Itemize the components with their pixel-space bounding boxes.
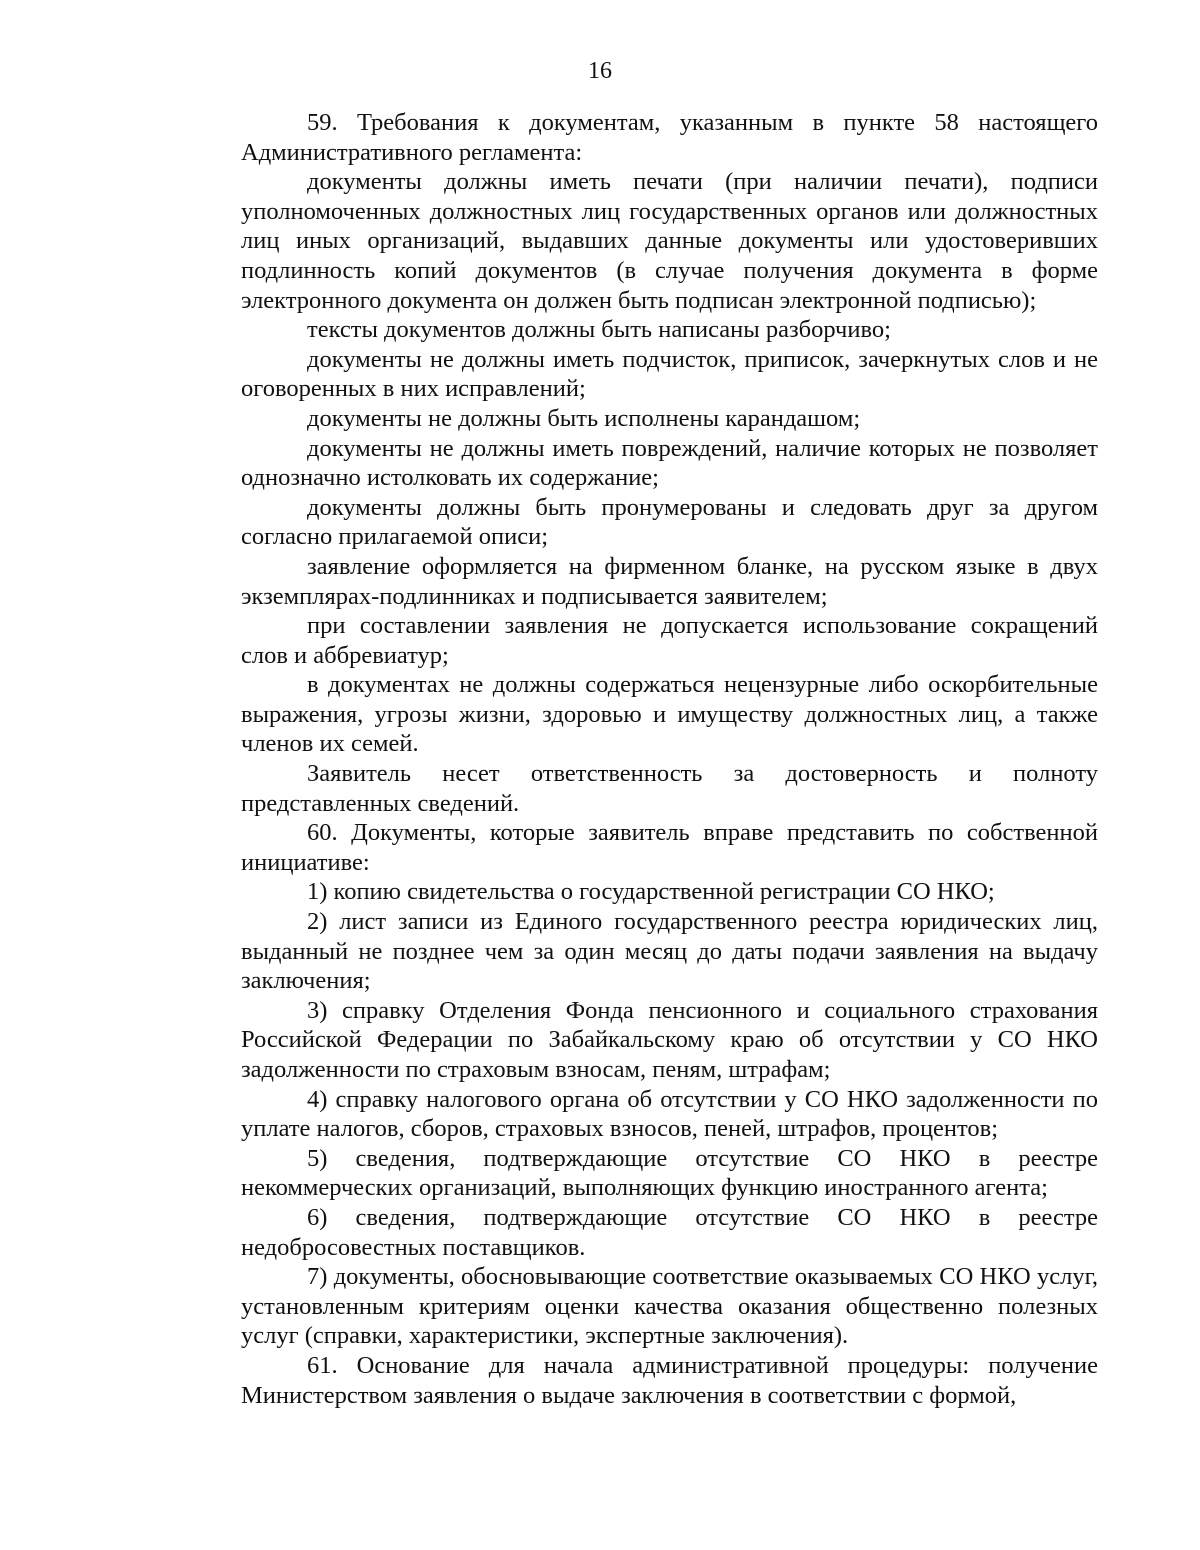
list-item-7: 7) документы, обосновывающие соответствие оказываемых СО НКО услуг, установленным критериям оценки качества оказания общественно полезных услуг (справки, характеристики, экспертные заключения).: [241, 1263, 1098, 1350]
paragraph-60: 60. Документы, которые заявитель вправе представить по собственной инициативе:: [241, 819, 1098, 876]
paragraph-no-pencil: документы не должны быть исполнены карандашом;: [307, 404, 861, 432]
list-item-6: 6) сведения, подтверждающие отсутствие СО НКО в реестре недобросовестных поставщиков.: [241, 1203, 1098, 1261]
paragraph-59: 59. Требования к документам, указанным в пункте 58 настоящего Административного регламента:: [241, 109, 1098, 166]
paragraph-no-damage: документы не должны иметь повреждений, наличие которых не позволяет однозначно истолковать их содержание;: [241, 434, 1098, 492]
paragraph-no-abbreviations: при составлении заявления не допускается использование сокращений слов и аббревиатур;: [241, 612, 1098, 669]
list-item-1: 1) копию свидетельства о государственной регистрации СО НКО;: [307, 878, 995, 906]
list-item-5: 5) сведения, подтверждающие отсутствие СО НКО в реестре некоммерческих организаций, выполняющих функцию иностранного агента;: [241, 1144, 1098, 1202]
paragraph-applicant-responsibility: Заявитель несет ответственность за достоверность и полноту представленных сведений.: [241, 760, 1098, 817]
list-item-3: 3) справку Отделения Фонда пенсионного и социального страхования Российской Федерации по Забайкальскому краю об отсутствии у СО НКО задолженности по страховым взносам, пеням, штрафам;: [241, 996, 1098, 1083]
paragraph-stamps-signatures: документы должны иметь печати (при наличии печати), подписи уполномоченных должностных лиц государственных органов или должностных лиц иных организаций, выдавших данные документы или удостоверивших подлинность копий документов (в случае получения документа в форме электронного документа он должен быть подписан электронной подписью);: [241, 168, 1098, 314]
list-item-4: 4) справку налогового органа об отсутствии у СО НКО задолженности по уплате налогов, сборов, страховых взносов, пеней, штрафов, процентов;: [241, 1085, 1098, 1143]
paragraph-legible-text: тексты документов должны быть написаны разборчиво;: [307, 316, 891, 344]
document-body: [241, 108, 1098, 1410]
paragraph-no-erasures: документы не должны иметь подчисток, приписок, зачеркнутых слов и не оговоренных в них исправлений;: [241, 345, 1098, 403]
list-item-2: 2) лист записи из Единого государственного реестра юридических лиц, выданный не позднее чем за один месяц до даты подачи заявления на выдачу заключения;: [241, 908, 1098, 995]
page-number: 16: [588, 58, 612, 84]
paragraph-61: 61. Основание для начала административной процедуры: получение Министерством заявления о выдаче заключения в соответствии с формой,: [241, 1351, 1098, 1409]
paragraph-no-offensive: в документах не должны содержаться нецензурные либо оскорбительные выражения, угрозы жизни, здоровью и имуществу должностных лиц, а также членов их семей.: [241, 671, 1098, 758]
paragraph-numbered: документы должны быть пронумерованы и следовать друг за другом согласно прилагаемой описи;: [241, 493, 1098, 551]
paragraph-letterhead: заявление оформляется на фирменном бланке, на русском языке в двух экземплярах-подлинниках и подписывается заявителем;: [241, 552, 1098, 610]
